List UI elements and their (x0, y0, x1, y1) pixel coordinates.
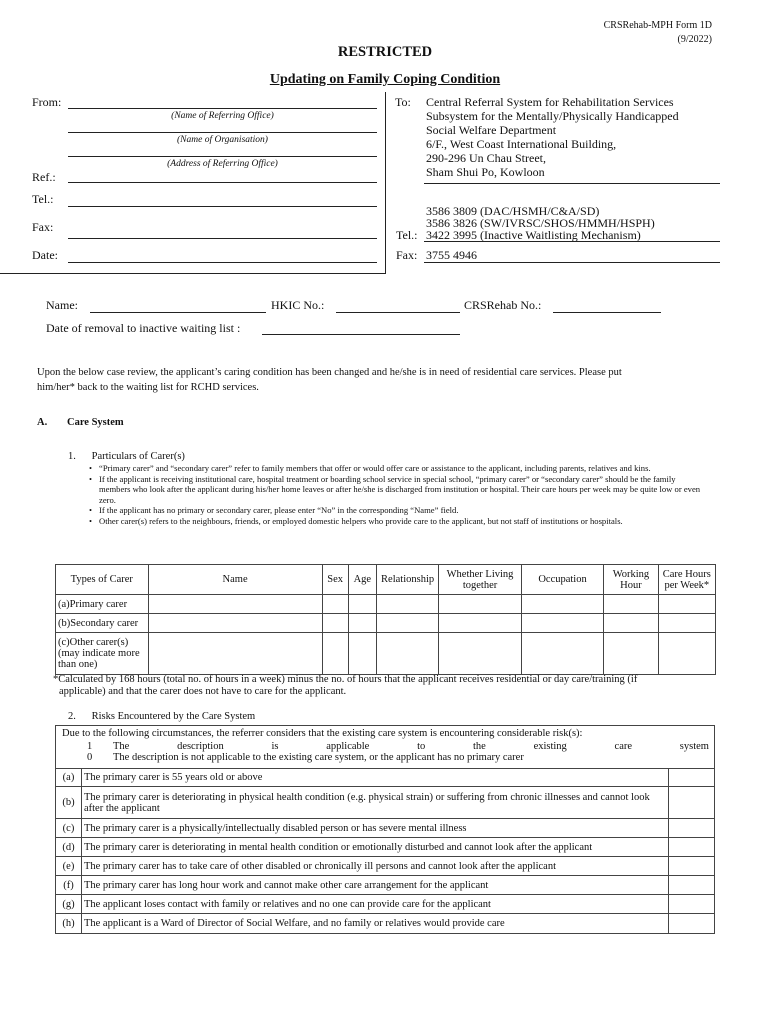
col-header-type: Types of Carer (56, 565, 149, 595)
risk-rating-cell[interactable] (669, 769, 715, 787)
cell[interactable] (521, 633, 604, 675)
to-address-underline (424, 183, 720, 184)
risk-code: (a) (56, 769, 82, 787)
cell[interactable] (439, 633, 522, 675)
risk-table (55, 768, 715, 934)
item2-heading: 2. Risks Encountered by the Care System (68, 711, 256, 722)
legend-0-code: 0 (87, 752, 93, 763)
row-label-other: (c)Other carer(s) (may indicate more than one) (56, 633, 149, 675)
table-row (56, 914, 715, 934)
risk-rating-cell[interactable] (669, 895, 715, 914)
section-a-title: Care System (67, 417, 124, 428)
list-item: • If the applicant is receiving institutional care, hospital treatment or boarding school service in special school, “primary carer” or “secondary carer” should be the family members who look after the applicant during his/her home leaves or after he/she is discharged from institution or hospital. Their care hours per week may be quite low or even zero. (89, 474, 703, 506)
cell[interactable] (439, 614, 522, 633)
applicant-name-field[interactable] (90, 312, 266, 313)
risk-code: (g) (56, 895, 82, 914)
crs-label: CRSRehab No.: (464, 298, 542, 312)
organisation-caption: (Name of Organisation) (177, 135, 268, 145)
row-label-secondary: (b)Secondary carer (56, 614, 149, 633)
form-date: (9/2022) (677, 34, 712, 45)
cell[interactable] (376, 595, 438, 614)
col-header-age: Age (348, 565, 376, 595)
cell[interactable] (348, 633, 376, 675)
cell[interactable] (376, 614, 438, 633)
cell[interactable] (658, 633, 715, 675)
legend-0-text: The description is not applicable to the existing care system, or the applicant has no primary carer (113, 752, 524, 763)
risk-text: The applicant is a Ward of Director of Social Welfare, and no family or relatives would provide care (81, 914, 668, 934)
referring-office-name-field[interactable] (68, 108, 377, 109)
risk-rating-cell[interactable] (669, 819, 715, 838)
tel-label: Tel.: (32, 192, 54, 206)
table-row (56, 838, 715, 857)
office-address-field[interactable] (68, 156, 377, 157)
risk-text: The primary carer has to take care of other disabled or chronically ill persons and cannot look after the applicant (81, 857, 668, 876)
tel-field[interactable] (68, 206, 377, 207)
table-row (56, 857, 715, 876)
legend-1-code: 1 (87, 741, 93, 752)
cell[interactable] (148, 595, 322, 614)
page-title: Updating on Family Coping Condition (269, 72, 501, 87)
section-a-letter: A. (37, 417, 48, 428)
cell[interactable] (322, 633, 348, 675)
risk-rating-cell[interactable] (669, 914, 715, 934)
col-header-sex: Sex (322, 565, 348, 595)
risk-code: (b) (56, 787, 82, 819)
risk-text: The primary carer is a physically/intellectually disabled person or has severe mental illness (81, 819, 668, 838)
cell[interactable] (322, 614, 348, 633)
fax-label: Fax: (32, 220, 54, 234)
restricted-label: RESTRICTED (337, 44, 433, 60)
to-label: To: (395, 95, 411, 109)
risk-rating-cell[interactable] (669, 857, 715, 876)
crs-field[interactable] (553, 312, 661, 313)
hkic-label: HKIC No.: (271, 298, 325, 312)
table-row (56, 595, 716, 614)
form-code: CRSRehab-MPH Form 1D (603, 20, 712, 31)
cell[interactable] (348, 595, 376, 614)
risk-text: The primary carer is 55 years old or above (81, 769, 668, 787)
swd-tel-numbers: 3586 3809 (DAC/HSMH/C&A/SD) 3586 3826 (SW/IVRSC/SHOS/HMMH/HSPH) 3422 3995 (Inactive Waitlisting Mechanism) (426, 204, 655, 242)
column-divider (385, 92, 386, 274)
from-label: From: (32, 95, 62, 109)
swd-fax-label: Fax: (396, 248, 418, 262)
hkic-field[interactable] (336, 312, 460, 313)
risk-rating-cell[interactable] (669, 787, 715, 819)
col-header-working-hour: Working Hour (604, 565, 658, 595)
removal-date-field[interactable] (262, 334, 460, 335)
risk-code: (f) (56, 876, 82, 895)
organisation-name-field[interactable] (68, 132, 377, 133)
cell[interactable] (348, 614, 376, 633)
carer-table (55, 564, 716, 675)
table-row (56, 876, 715, 895)
risk-rating-cell[interactable] (669, 876, 715, 895)
swd-tel-label: Tel.: (396, 228, 418, 242)
cell[interactable] (376, 633, 438, 675)
swd-fax-number: 3755 4946 (426, 248, 477, 262)
col-header-care-hours: Care Hours per Week* (658, 565, 715, 595)
risk-code: (h) (56, 914, 82, 934)
col-header-living-together: Whether Living together (439, 565, 522, 595)
risk-text: The primary carer has long hour work and cannot make other care arrangement for the applicant (81, 876, 668, 895)
cell[interactable] (658, 595, 715, 614)
list-item: • “Primary carer” and “secondary carer” refer to family members that offer or would offer care or assistance to the applicant, including parents, relatives and kins. (89, 463, 703, 474)
date-field[interactable] (68, 262, 377, 263)
risk-text: The primary carer is deteriorating in physical health condition (e.g. physical strain) or suffering from chronic illnesses and cannot look after the applicant (81, 787, 668, 819)
cell[interactable] (521, 595, 604, 614)
referring-office-caption: (Name of Referring Office) (171, 111, 274, 121)
cell[interactable] (322, 595, 348, 614)
cell[interactable] (604, 614, 658, 633)
cell[interactable] (604, 595, 658, 614)
section-divider (0, 273, 385, 274)
table-row (56, 819, 715, 838)
table-row (56, 895, 715, 914)
cell[interactable] (148, 633, 322, 675)
cell[interactable] (658, 614, 715, 633)
date-label: Date: (32, 248, 58, 262)
cell[interactable] (521, 614, 604, 633)
removal-date-label: Date of removal to inactive waiting list : (46, 321, 241, 335)
table-row (56, 614, 716, 633)
risk-rating-cell[interactable] (669, 838, 715, 857)
legend-1-text: The description is applicable to the existing care system (113, 741, 709, 752)
carer-notes-list (79, 463, 703, 526)
col-header-name: Name (148, 565, 322, 595)
address-caption: (Address of Referring Office) (167, 159, 278, 169)
table-row (56, 769, 715, 787)
risk-intro-box (55, 725, 715, 769)
cell[interactable] (439, 595, 522, 614)
swd-fax-underline (424, 262, 720, 263)
list-item: • If the applicant has no primary or secondary carer, please enter “No” in the corresponding “Name” field. (89, 505, 703, 516)
risk-text: The primary carer is deteriorating in mental health condition or emotionally disturbed and cannot look after the applicant (81, 838, 668, 857)
ref-label: Ref.: (32, 170, 56, 184)
list-item: • Other carer(s) refers to the neighbours, friends, or employed domestic helpers who provide care to the applicant, but not staff of institutions or hospitals. (89, 516, 703, 527)
swd-tel-underline (424, 241, 720, 242)
name-label: Name: (46, 298, 78, 312)
col-header-relationship: Relationship (376, 565, 438, 595)
risk-code: (c) (56, 819, 82, 838)
item1-heading: 1. Particulars of Carer(s) (68, 451, 185, 462)
risk-code: (e) (56, 857, 82, 876)
risk-code: (d) (56, 838, 82, 857)
table-row (56, 787, 715, 819)
cell[interactable] (604, 633, 658, 675)
ref-field[interactable] (68, 182, 377, 183)
care-hours-footnote: *Calculated by 168 hours (total no. of hours in a week) minus the no. of hours that the applicant receives residential or day care/training (if applicable) and that the carer does not have to care for the applicant. (53, 674, 638, 697)
table-row (56, 633, 716, 675)
risk-intro: Due to the following circumstances, the referrer considers that the existing care system is encountering considerable risk(s): (62, 728, 583, 739)
intro-paragraph: Upon the below case review, the applicant’s caring condition has been changed and he/she is in need of residential care services. Please put him/her* back to the waiting list for RCHD services. (37, 367, 622, 393)
cell[interactable] (148, 614, 322, 633)
row-label-primary: (a)Primary carer (56, 595, 149, 614)
fax-field[interactable] (68, 238, 377, 239)
table-header-row (56, 565, 716, 595)
col-header-occupation: Occupation (521, 565, 604, 595)
risk-text: The applicant loses contact with family or relatives and no one can provide care for the applicant (81, 895, 668, 914)
to-address: Central Referral System for Rehabilitation Services Subsystem for the Mentally/Physically Handicapped Social Welfare Department 6/F., West Coast International Building, 290-296 Un Chau Street, Sham Shui Po, Kowloon (426, 95, 679, 179)
